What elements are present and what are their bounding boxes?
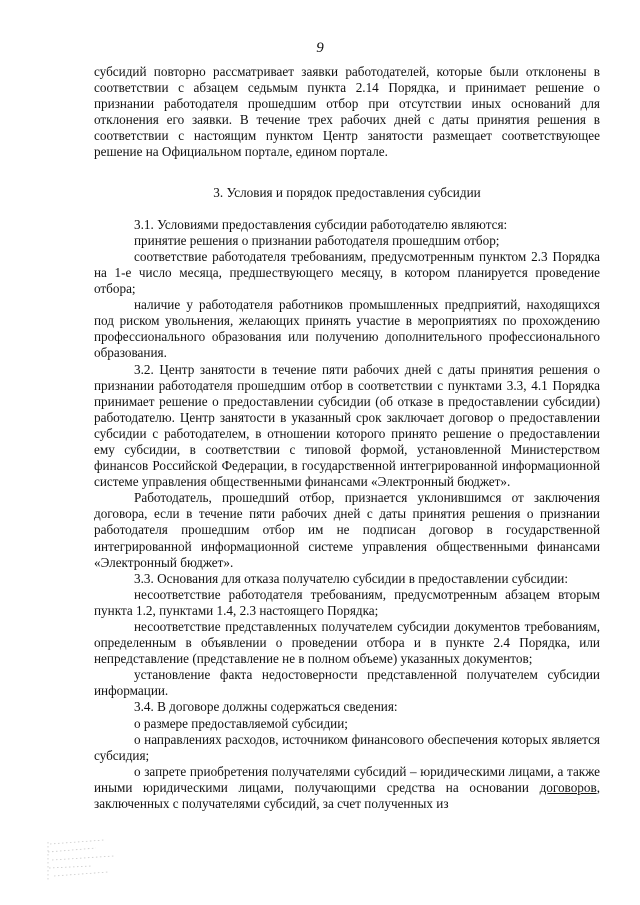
paragraph <box>94 764 600 812</box>
paragraph: установление факта недостоверности представленной получателем субсидии информации. <box>94 667 600 699</box>
paragraph: субсидий повторно рассматривает заявки работодателей, которые были отклонены в соответствии с абзацем седьмым пункта 2.14 Порядка, и принимает решение о признании работодателя прошедшим отбор при отсутствии иных оснований для отклонения его заявки. В течение трех рабочих дней с даты принятия решения в соответствии с настоящим пунктом Центр занятости размещает соответствующее решение на Официальном портале, едином портале. <box>94 64 600 160</box>
paragraph: соответствие работодателя требованиям, предусмотренным пунктом 2.3 Порядка на 1-е число месяца, предшествующего месяцу, в котором планируется проведение отбора; <box>94 248 600 297</box>
text-run: , заключенных с получателями субсидий, за счет полученных из <box>94 779 600 812</box>
paragraph: о размере предоставляемой субсидии; <box>134 715 348 731</box>
paragraph: 3.1. Условиями предоставления субсидии работодателю являются: <box>134 216 508 232</box>
section-heading: 3. Условия и порядок предоставления субсидии <box>213 184 481 200</box>
paragraph: 3.3. Основания для отказа получателю субсидии в предоставлении субсидии: <box>134 570 569 586</box>
paragraph: 3.2. Центр занятости в течение пяти рабочих дней с даты принятия решения о признании работодателя прошедшим отбор в соответствии с пунктами 3.3, 4.1 Порядка принимает решение о предоставлении субсидии (об отказе в предоставлении субсидии) работодателю. Центр занятости в указанный срок заключает договор о предоставлении субсидии с работодателем, в отношении которого принято решение о предоставлении ему субсидии, в соответствии с типовой формой, установленной Министерством финансов Российской Федерации, в государственной интегрированной информационной системе управления общественными финансами «Электронный бюджет». <box>94 361 600 490</box>
paragraph: несоответствие представленных получателем субсидии документов требованиям, определенным в объявлении о проведении отбора и в пункте 2.4 Порядка, или непредставление (представление не в полном объеме) указанных документов; <box>94 619 600 667</box>
paragraph: о направлениях расходов, источником финансового обеспечения которых является субсидия; <box>94 731 600 763</box>
text-run: о запрете приобретения получателями субсидий – юридическими лицами, а также иными юридическими лицами, получающими средства на основании <box>94 763 600 795</box>
document-body <box>94 64 600 812</box>
paragraph: наличие у работодателя работников промышленных предприятий, находящихся под риском увольнения, желающих принять участие в мероприятиях по прохождению профессионального образования или получению дополнительного профессионального образования. <box>94 297 600 361</box>
faded-stamp-mark <box>44 836 154 884</box>
page-number: 9 <box>316 40 324 56</box>
paragraph: Работодатель, прошедший отбор, признается уклонившимся от заключения договора, если в течение пяти рабочих дней с даты принятия решения о признании работодателя прошедшим отбор им не подписан договор в государственной интегрированной информационной системе управления общественными финансами «Электронный бюджет». <box>94 490 600 570</box>
underlined-word: договоров <box>539 779 597 795</box>
paragraph: несоответствие работодателя требованиям, предусмотренным абзацем вторым пункта 1.2, пунктами 1.4, 2.3 настоящего Порядка; <box>94 586 600 618</box>
paragraph: 3.4. В договоре должны содержаться сведения: <box>134 699 398 715</box>
paragraph: принятие решения о признании работодателя прошедшим отбор; <box>134 232 500 248</box>
